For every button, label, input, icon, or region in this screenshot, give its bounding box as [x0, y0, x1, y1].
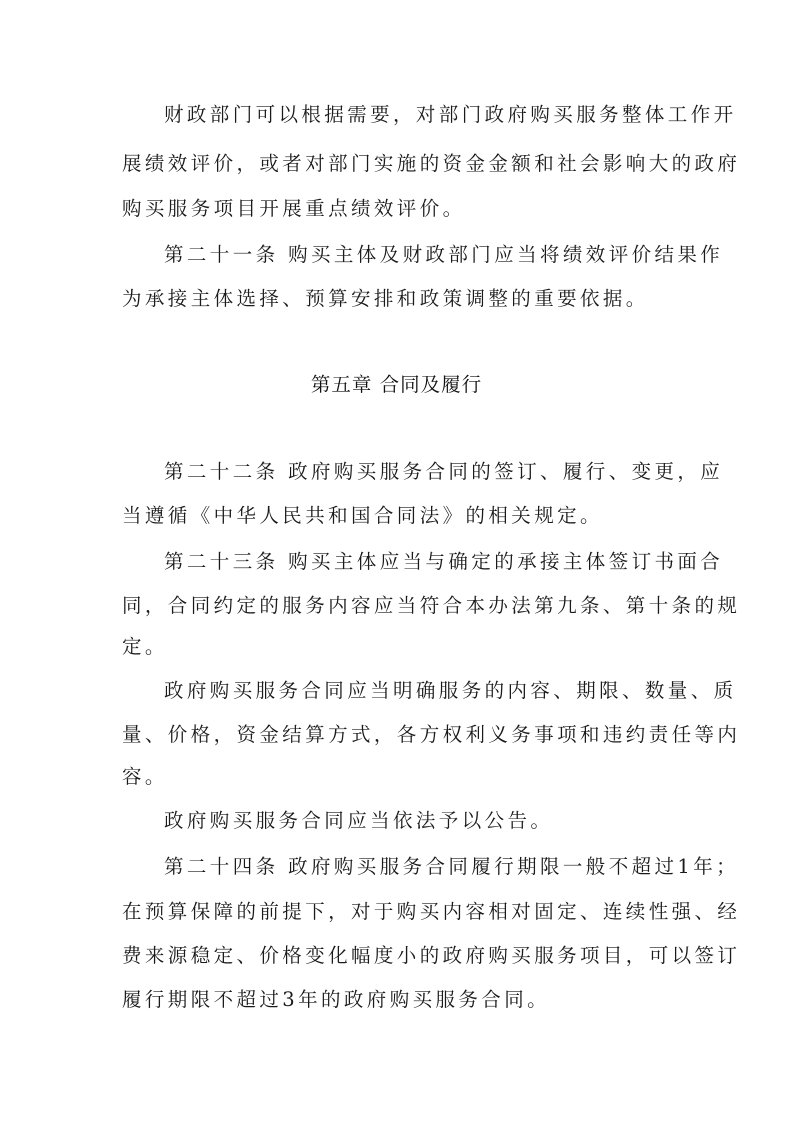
article-23-line-2: 同，合同约定的服务内容应当符合本办法第九条、第十条的规: [122, 594, 741, 617]
article-22-line-1: 第二十二条 政府购买服务合同的签订、履行、变更，应: [164, 460, 724, 483]
contract-announcement-line: 政府购买服务合同应当依法予以公告。: [164, 809, 554, 832]
article-24-line-3: 费来源稳定、价格变化幅度小的政府购买服务项目，可以签订: [122, 944, 741, 967]
article-23-line-1: 第二十三条 购买主体应当与确定的承接主体签订书面合: [164, 550, 724, 573]
article-24-line-1: 第二十四条 政府购买服务合同履行期限一般不超过1年；: [164, 855, 740, 878]
contract-content-line-2: 量、价格，资金结算方式，各方权利义务事项和违约责任等内: [122, 723, 741, 746]
contract-content-line-1: 政府购买服务合同应当明确服务的内容、期限、数量、质: [164, 679, 737, 702]
paragraph-1-line-3: 购买服务项目开展重点绩效评价。: [122, 197, 466, 220]
paragraph-1-line-2: 展绩效评价，或者对部门实施的资金金额和社会影响大的政府: [122, 152, 741, 175]
article-21-line-1: 第二十一条 购买主体及财政部门应当将绩效评价结果作: [164, 243, 724, 266]
article-24-line-4: 履行期限不超过3年的政府购买服务合同。: [122, 988, 551, 1011]
article-22-line-2: 当遵循《中华人民共和国合同法》的相关规定。: [122, 504, 603, 527]
article-23-line-3: 定。: [122, 635, 168, 658]
article-24-line-2: 在预算保障的前提下，对于购买内容相对固定、连续性强、经: [122, 900, 741, 923]
paragraph-1-line-1: 财政部门可以根据需要，对部门政府购买服务整体工作开: [164, 103, 737, 126]
chapter-heading: 第五章 合同及履行: [310, 373, 483, 396]
contract-content-line-3: 容。: [122, 765, 168, 788]
article-21-line-2: 为承接主体选择、预算安排和政策调整的重要依据。: [122, 287, 649, 310]
